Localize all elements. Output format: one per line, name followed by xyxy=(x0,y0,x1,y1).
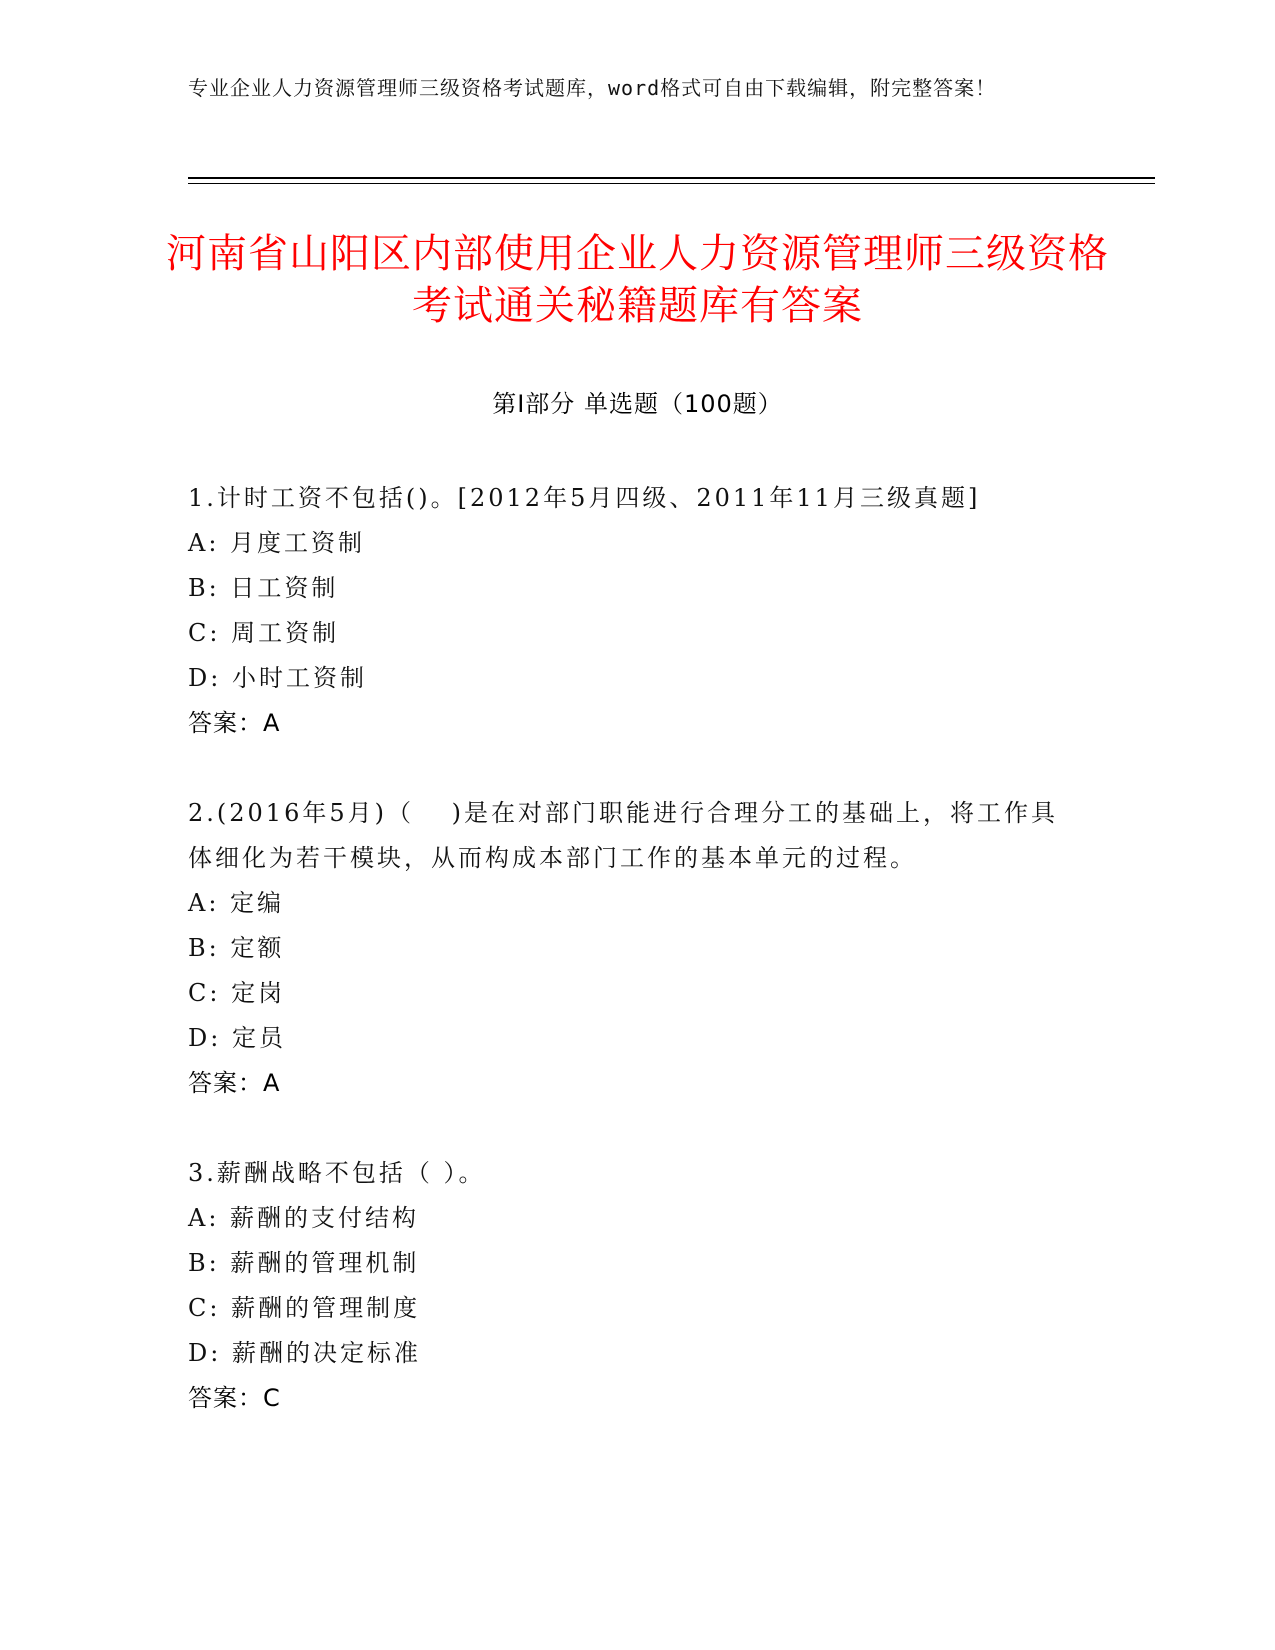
answer: 答案：A xyxy=(188,709,281,737)
question-2 xyxy=(188,791,1068,1106)
option-c: C: 周工资制 xyxy=(188,619,340,647)
header-divider-thick xyxy=(188,177,1155,179)
option-a: A: 月度工资制 xyxy=(188,529,366,557)
document-title: 河南省山阳区内部使用企业人力资源管理师三级资格考试通关秘籍题库有答案 xyxy=(166,231,1109,329)
question-1 xyxy=(188,476,1068,746)
header-divider-thin xyxy=(188,183,1155,184)
option-b: B: 定额 xyxy=(188,934,285,962)
answer: 答案：C xyxy=(188,1384,281,1412)
header-note: 专业企业人力资源管理师三级资格考试题库，word格式可自由下载编辑，附完整答案！ xyxy=(188,76,997,100)
option-a: A: 薪酬的支付结构 xyxy=(188,1204,420,1232)
option-b: B: 薪酬的管理机制 xyxy=(188,1249,420,1277)
option-c: C: 定岗 xyxy=(188,979,286,1007)
option-d: D: 薪酬的决定标准 xyxy=(188,1339,421,1367)
option-d: D: 小时工资制 xyxy=(188,664,367,692)
option-d: D: 定员 xyxy=(188,1024,286,1052)
question-stem: 1.计时工资不包括()。[2012年5月四级、2011年11月三级真题] xyxy=(188,484,981,512)
answer: 答案：A xyxy=(188,1069,281,1097)
section-title: 第Ⅰ部分 单选题（100题） xyxy=(492,390,783,418)
option-b: B: 日工资制 xyxy=(188,574,339,602)
question-stem: 2.(2016年5月)（ )是在对部门职能进行合理分工的基础上，将工作具体细化为若干模块，从而构成本部门工作的基本单元的过程。 xyxy=(188,799,1058,872)
question-stem: 3.薪酬战略不包括（ ）。 xyxy=(188,1159,486,1187)
option-a: A: 定编 xyxy=(188,889,285,917)
question-3 xyxy=(188,1151,1068,1421)
question-list xyxy=(188,476,1068,1466)
option-c: C: 薪酬的管理制度 xyxy=(188,1294,421,1322)
